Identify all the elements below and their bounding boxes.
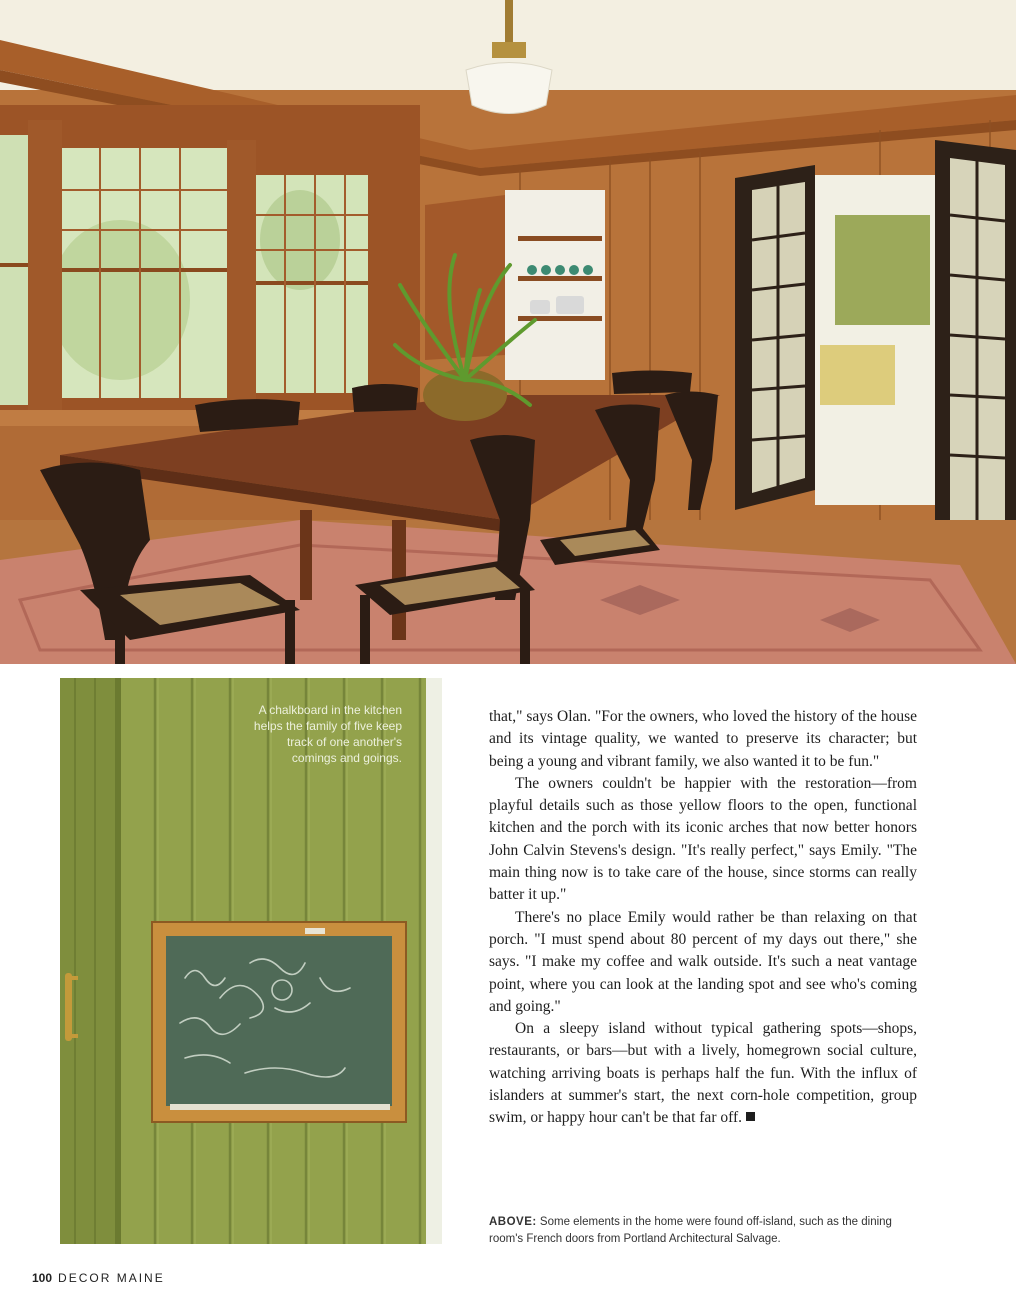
article-paragraph-text: On a sleepy island without typical gathering spots—shops, restaurants, or bars—but with a lively, homegrown social culture, watching arriving boats is perhaps half the fun. With the influx of islanders at summer's start, the next corn-hole competition, group swim, or happy hour can't be that far off. [489,1020,917,1127]
photo-caption: A chalkboard in the kitchen helps the family of five keep track of one another's comings and goings. [253,703,402,765]
article-paragraph: There's no place Emily would rather be than relaxing on that porch. "I must spend about 80 percent of my days out there," she says. "I make my coffee and walk outside. It's such a neat vantage point, where you can look at the landing spot and see who's coming and going." [489,908,917,1015]
article-paragraph-last [489,1018,917,1129]
caption-label: ABOVE: [489,1216,537,1228]
caption-text: Some elements in the home were found off-island, such as the dining room's French doors from Portland Architectural Salvage. [489,1216,892,1245]
article-paragraph: that," says Olan. "For the owners, who loved the history of the house and its vintage quality, we wanted to preserve its character; but being a young and vibrant family, we also wanted it to be fun." [489,708,917,770]
photo-credit-caption [489,1214,919,1248]
folio [32,1271,165,1285]
end-mark-icon [746,1112,755,1121]
article-body [489,706,917,1130]
publication-name: DECOR MAINE [58,1271,165,1285]
kitchen-chalkboard-photo [60,678,442,1244]
article-paragraph: The owners couldn't be happier with the restoration—from playful details such as those yellow floors to the open, functional kitchen and the porch with its iconic arches that now better honors John Calvin Stevens's design. "It's really perfect," says Emily. "The main thing now is to take care of the house, since storms can really batter it up." [489,774,917,904]
page-number: 100 [32,1271,53,1285]
